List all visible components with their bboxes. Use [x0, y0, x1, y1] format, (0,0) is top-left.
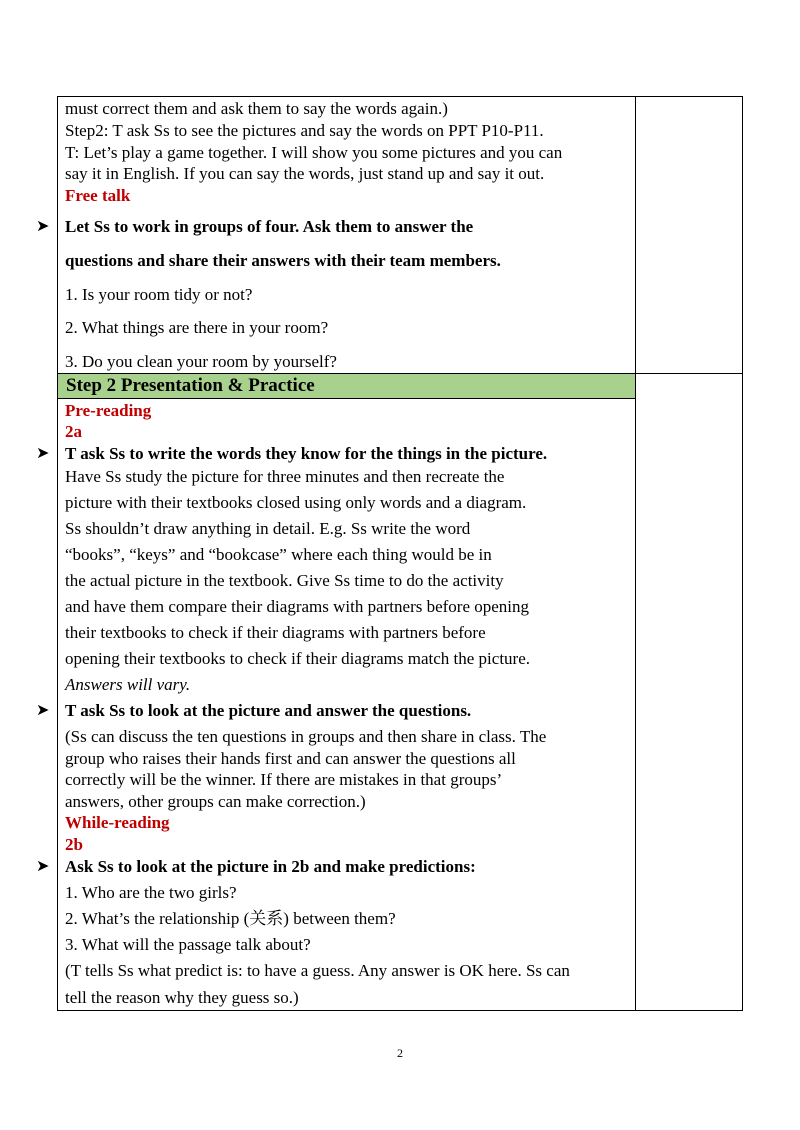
- label-2a: 2a: [65, 422, 82, 441]
- text-line: Step2: T ask Ss to see the pictures and say the words on PPT P10-P11.: [65, 121, 544, 140]
- text-line: must correct them and ask them to say the words again.): [65, 99, 448, 118]
- paragraph-line: the actual picture in the textbook. Give Ss time to do the activity: [65, 571, 504, 590]
- paragraph-line: picture with their textbooks closed using only words and a diagram.: [65, 493, 527, 512]
- paragraph-line: correctly will be the winner. If there are mistakes in that groups’: [65, 770, 503, 789]
- bullet-text: T ask Ss to look at the picture and answer the questions.: [65, 701, 472, 720]
- paragraph-line: answers, other groups can make correction.): [65, 792, 366, 811]
- question-item: 3. Do you clean your room by yourself?: [65, 352, 337, 371]
- paragraph-line: tell the reason why they guess so.): [65, 988, 299, 1007]
- arrowhead-bullet-icon: ➤: [36, 218, 50, 235]
- bullet-text: T ask Ss to write the words they know for the things in the picture.: [65, 444, 548, 463]
- paragraph-line: “books”, “keys” and “bookcase” where each thing would be in: [65, 545, 492, 564]
- pre-reading-heading: Pre-reading: [65, 401, 152, 420]
- bullet-text: Ask Ss to look at the picture in 2b and make predictions:: [65, 857, 476, 876]
- text-line: say it in English. If you can say the words, just stand up and say it out.: [65, 164, 545, 183]
- question-item: 2. What things are there in your room?: [65, 318, 329, 337]
- answers-vary-note: Answers will vary.: [65, 675, 191, 694]
- paragraph-line: Ss shouldn’t draw anything in detail. E.g. Ss write the word: [65, 519, 471, 538]
- paragraph-line: opening their textbooks to check if their diagrams match the picture.: [65, 649, 530, 668]
- bullet-text: Let Ss to work in groups of four. Ask them to answer the: [65, 217, 474, 236]
- paragraph-line: and have them compare their diagrams with partners before opening: [65, 597, 530, 616]
- paragraph-line: Have Ss study the picture for three minutes and then recreate the: [65, 467, 505, 486]
- question-item: 1. Is your room tidy or not?: [65, 285, 253, 304]
- question-item: 3. What will the passage talk about?: [65, 935, 311, 954]
- while-reading-heading: While-reading: [65, 813, 170, 832]
- arrowhead-bullet-icon: ➤: [36, 445, 50, 462]
- page-number: 2: [397, 1046, 403, 1060]
- free-talk-heading: Free talk: [65, 186, 131, 205]
- label-2b: 2b: [65, 835, 83, 854]
- question-item: 1. Who are the two girls?: [65, 883, 237, 902]
- text-line: T: Let’s play a game together. I will show you some pictures and you can: [65, 143, 563, 162]
- bullet-text: questions and share their answers with their team members.: [65, 251, 501, 270]
- paragraph-line: (Ss can discuss the ten questions in groups and then share in class. The: [65, 727, 547, 746]
- arrowhead-bullet-icon: ➤: [36, 858, 50, 875]
- arrowhead-bullet-icon: ➤: [36, 702, 50, 719]
- question-item: 2. What’s the relationship (关系) between them?: [65, 909, 396, 928]
- paragraph-line: their textbooks to check if their diagrams with partners before: [65, 623, 486, 642]
- step-title: Step 2 Presentation & Practice: [66, 375, 315, 396]
- paragraph-line: group who raises their hands first and can answer the questions all: [65, 749, 516, 768]
- paragraph-line: (T tells Ss what predict is: to have a guess. Any answer is OK here. Ss can: [65, 961, 570, 980]
